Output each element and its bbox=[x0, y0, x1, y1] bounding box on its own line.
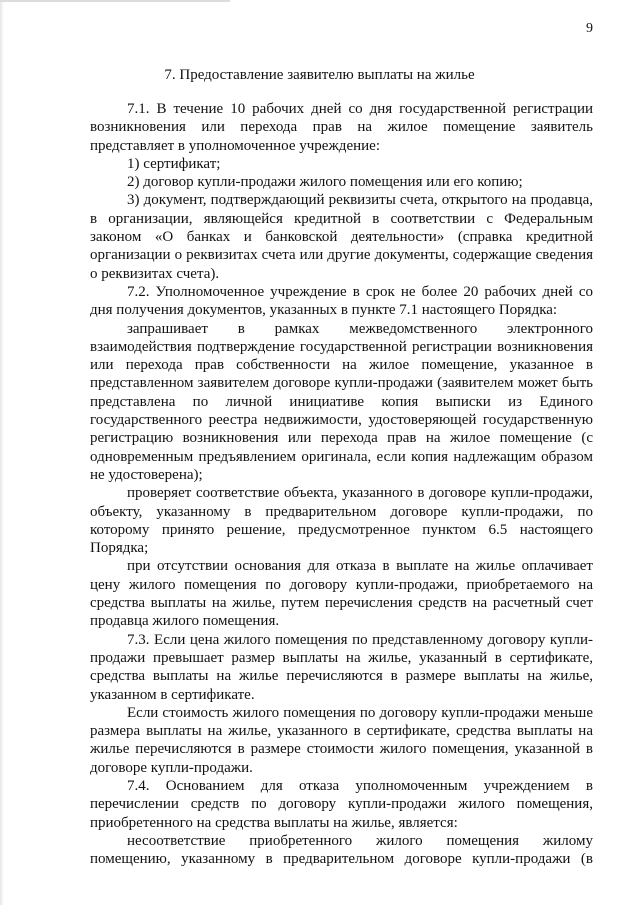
paragraph-payment: при отсутствии основания для отказа в выплате на жилье оплачивает цену жилого помещения по договору купли-продажи, приобретаемого на средства выплаты на жилье, путем перечисления средств на расчетный счет продавца жилого помещения. bbox=[90, 558, 593, 630]
paragraph-mismatch: несоответствие приобретенного жилого помещения жилому помещению, указанному в предварительном договоре купли-продажи (в bbox=[90, 832, 593, 868]
paragraph-request: запрашивает в рамках межведомственного электронного взаимодействия подтверждение государственной регистрации возникновения или перехода прав собственности на жилое помещение, указанное в представленном заявителем договоре купли-продажи (заявителем может быть представлена по личной инициативе копия выписки из Единого государственного реестра недвижимости, удостоверяющей государственную регистрацию возникновения или перехода прав на жилое помещение (с одновременным предъявлением оригинала, если копия надлежащим образом не удостоверена); bbox=[90, 320, 593, 483]
list-item-bank-details: 3) документ, подтверждающий реквизиты счета, открытого на продавца, в организации, являющейся кредитной в соответствии с Федеральным законом «О банках и банковской деятельности» (справка кредитной организации о реквизитах счета или другие документы, содержащие сведения о реквизитах счета). bbox=[90, 192, 593, 282]
section-title: 7. Предоставление заявителю выплаты на жилье bbox=[164, 67, 475, 83]
paragraph-verify: проверяет соответствие объекта, указанного в договоре купли-продажи, объекту, указанному в предварительном договоре купли-продажи, по которому принято решение, предусмотренное пунктом 6.5 настоящего Порядка; bbox=[90, 485, 593, 557]
document-body bbox=[90, 100, 593, 868]
paragraph-7-2: 7.2. Уполномоченное учреждение в срок не более 20 рабочих дней со дня получения документов, указанных в пункте 7.1 настоящего Порядка: bbox=[90, 283, 593, 319]
list-item-certificate: 1) сертификат; bbox=[127, 155, 221, 172]
paragraph-7-3: 7.3. Если цена жилого помещения по представленному договору купли-продажи превышает размер выплаты на жилье, указанный в сертификате, средства выплаты на жилье перечисляются в размере выплаты на жилье, указанном в сертификате. bbox=[90, 631, 593, 703]
paragraph-lower-cost: Если стоимость жилого помещения по договору купли-продажи меньше размера выплаты на жилье, указанного в сертификате, средства выплаты на жилье перечисляются в размере стоимости жилого помещения, указанной в договоре купли-продажи. bbox=[90, 704, 593, 776]
list-item-contract: 2) договор купли-продажи жилого помещения или его копию; bbox=[127, 174, 523, 191]
page-number: 9 bbox=[586, 21, 593, 36]
scan-edge bbox=[0, 0, 4, 905]
paragraph-7-4: 7.4. Основанием для отказа уполномоченным учреждением в перечислении средств по договору купли-продажи жилого помещения, приобретенного на средства выплаты на жилье, является: bbox=[90, 777, 593, 831]
paragraph-7-1: 7.1. В течение 10 рабочих дней со дня государственной регистрации возникновения или перехода прав на жилое помещение заявитель представляет в уполномоченное учреждение: bbox=[90, 101, 593, 154]
scan-top-edge bbox=[0, 0, 230, 2]
